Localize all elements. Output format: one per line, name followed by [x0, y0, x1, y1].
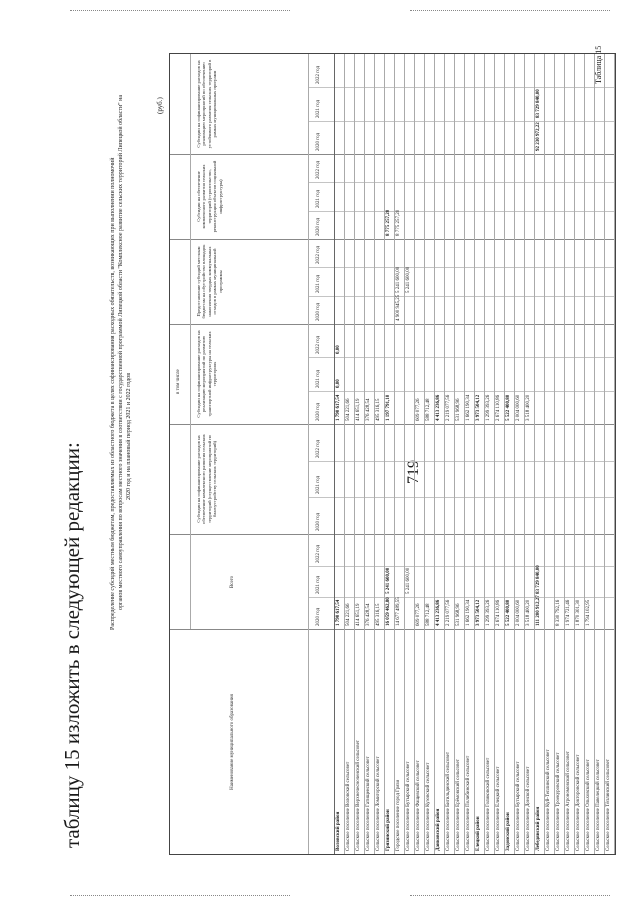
header-year: 2021 год [316, 476, 321, 495]
header-year: 2022 год [316, 544, 321, 563]
table-cell-value: 1 790 617,54 [336, 599, 341, 626]
table-row-name: Сельское поселение Кузовский сельсовет [426, 762, 431, 851]
row-separator [404, 54, 405, 854]
table-row-name: Сельское поселение Гатищенский сельсовет [366, 756, 371, 851]
table-row-name: Сельское поселение Бигильдинский сельсовет [446, 751, 451, 851]
table-cell-value: 376 428,54 [366, 398, 371, 421]
table-cell-value: 3 518 400,20 [526, 394, 531, 421]
header-year: 2022 год [316, 336, 321, 355]
row-separator [414, 54, 415, 854]
table-row-name: Сельское поселение Докторовский сельсовет [576, 754, 581, 851]
row-separator [364, 54, 365, 854]
incl-separator [190, 54, 191, 629]
table-cell-value: 5 522 400,80 [506, 394, 511, 421]
table-cell-value: 2 004 000,60 [516, 394, 521, 421]
unit-note: (руб.) [156, 97, 164, 114]
table-cell-value: 83 729 840,00 [536, 565, 541, 595]
table-cell-value: 8 330 792,16 [556, 599, 561, 626]
row-separator [584, 54, 585, 854]
header-separator [334, 54, 335, 854]
table-cell-value: 1 974 721,46 [566, 599, 571, 626]
caption-line: органов местного самоуправления по вопросам местного значения в соответствии с государственной программой Липецкой области "Комплексное развитие сельских территорий Липецкой области" на [118, 94, 124, 610]
table-cell-value: 4 413 236,86 [436, 394, 441, 421]
table-cell-value: 111 200 912,27 [536, 595, 541, 626]
header-group: Субсидии на софинансирование расходов на реализацию мероприятий по развитию транспортной инфраструктуры на сельских территориях [196, 330, 218, 418]
table-cell-value: 2 219 077,56 [446, 394, 451, 421]
appendix-note: Таблица 15 [594, 45, 603, 84]
row-separator [554, 54, 555, 854]
table-cell-value: 3 973 504,12 [476, 599, 481, 626]
table-row-name: Сельское поселение Павелецкий сельсовет [596, 759, 601, 851]
table-cell-value: 8 775 257,20 [386, 209, 391, 236]
table-cell-value: 3 973 504,12 [476, 394, 481, 421]
table-cell-value: 0,00 [336, 378, 341, 388]
table-row-name: Сельское поселение Воловский сельсовет [346, 761, 351, 851]
table-cell-value: 3 518 400,20 [526, 599, 531, 626]
row-separator [454, 54, 455, 854]
header-year: 2021 год [316, 274, 321, 293]
header-year: 2020 год [316, 512, 321, 531]
table-cell-value: 1 662 190,34 [466, 599, 471, 626]
row-separator [464, 54, 465, 854]
table-row-name: Сельское поселение Ольховский сельсовет [586, 759, 591, 851]
table-cell-value: 588 712,48 [426, 603, 431, 626]
table-cell-value: 414 651,19 [356, 603, 361, 626]
header-year: 2021 год [316, 99, 321, 118]
table-cell-value: 4 413 236,86 [436, 599, 441, 626]
row-separator [534, 54, 535, 854]
table-cell-value: 495 316,15 [376, 603, 381, 626]
column-separator [170, 239, 615, 240]
header-year: 2022 год [316, 246, 321, 265]
table-row-name: Сельское поселение Бутырский сельсовет [406, 761, 411, 851]
table-cell-value: 504 221,66 [346, 398, 351, 421]
row-separator [444, 54, 445, 854]
header-incl: в том числе [176, 369, 181, 394]
table-cell-value: 8 775 257,20 [396, 209, 401, 236]
table-cell-value: 5 522 400,80 [506, 599, 511, 626]
subsidy-table [169, 53, 616, 855]
table-cell-value: 1 790 617,54 [336, 394, 341, 421]
table-cell-value: 0,00 [336, 345, 341, 355]
row-separator [514, 54, 515, 854]
header-group: Субсидии на софинансирование расходов на обеспечение комплексного развития сельских территорий (осуществление мероприятий по благоустройству сельских территорий) [196, 434, 218, 524]
row-separator [594, 54, 595, 854]
table-row-name: Сельское поселение Голиковский сельсовет [486, 757, 491, 851]
table-cell-value: 2 219 077,56 [446, 599, 451, 626]
table-cell-value: 588 712,48 [426, 398, 431, 421]
header-group: Предоставление субсидий местным бюджетам на обустройство площадок накопления твердых коммунальных отходов в рамках муниципальной программы [196, 244, 223, 319]
table-cell-value: 5 241 600,00 [406, 568, 411, 595]
table-row-name: Сельское поселение Агрономовский сельсовет [566, 751, 571, 851]
table-cell-value: 414 651,19 [356, 398, 361, 421]
row-separator [374, 54, 375, 854]
row-separator [434, 54, 435, 854]
table-row-name: Елецкий район [476, 816, 481, 851]
caption-line: Распределение субсидий местным бюджетам, предоставляемых из областного бюджета в целях софинансирования расходных обязательств, возникающих при выполнении полномочий [110, 157, 116, 630]
table-cell-value: 495 316,15 [376, 398, 381, 421]
row-separator [504, 54, 505, 854]
header-year: 2021 год [316, 576, 321, 595]
header-name-column: Наименование муниципального образования [230, 693, 235, 790]
header-year: 2022 год [316, 161, 321, 180]
row-separator [494, 54, 495, 854]
table-row-name: Лебедянский район [536, 806, 541, 851]
table-caption [110, 94, 134, 630]
header-year: 2021 год [316, 369, 321, 388]
column-separator [170, 424, 615, 425]
table-row-name: Городское поселение город Грязи [396, 779, 401, 851]
table-cell-value: 1 299 393,26 [486, 394, 491, 421]
column-separator [170, 534, 615, 535]
column-separator [170, 324, 615, 325]
row-separator [474, 54, 475, 854]
table-cell-value: 4 900 945,25 [396, 294, 401, 321]
caption-line: 2020 год и на плановый период 2021 и 2022 годов [126, 372, 132, 500]
table-cell-value: 504 221,66 [346, 603, 351, 626]
row-separator [604, 54, 605, 854]
page-edge-dots [70, 895, 290, 896]
table-cell-value: 92 230 972,22 [536, 122, 541, 151]
row-separator [564, 54, 565, 854]
table-cell-value: 2 004 000,60 [516, 599, 521, 626]
table-cell-value: 14 677 489,55 [396, 597, 401, 626]
header-year: 2020 год [316, 607, 321, 626]
table-cell-value: 1 794 102,95 [586, 599, 591, 626]
table-row-name: Сельское поселение Бутырский сельсовет [516, 761, 521, 851]
table-row-name: Сельское поселение Тёплинский сельсовет [606, 759, 611, 851]
header-year: 2022 год [316, 66, 321, 85]
table-row-name: Задонский район [506, 812, 511, 851]
table-cell-value: 531 968,96 [456, 603, 461, 626]
page-edge-dots [410, 10, 610, 11]
row-separator [424, 54, 425, 854]
row-separator [524, 54, 525, 854]
table-cell-value: 5 241 600,00 [406, 266, 411, 293]
row-separator [344, 54, 345, 854]
table-cell-value: 376 428,54 [366, 603, 371, 626]
row-separator [614, 54, 615, 854]
table-row-name: Сельское поселение Троекуровский сельсовет [556, 752, 561, 851]
header-group: Субсидии на обеспечение комплексного развития сельских территорий (строительство, реконструкция объектов социальной инфраструктуры) [196, 160, 223, 233]
year-header-separator [308, 54, 309, 854]
row-separator [484, 54, 485, 854]
table-cell-value: 609 077,26 [416, 603, 421, 626]
table-cell-value: 1 197 791,10 [386, 394, 391, 421]
table-row-name: Сельское поселение Ломигорский сельсовет [376, 756, 381, 851]
header-group: Субсидии на софинансирование расходов на реализацию мероприятий по обеспечению устойчивого развития сельских территорий в рамках муниципальных программ [196, 59, 218, 149]
row-separator [384, 54, 385, 854]
table-row-name: Сельское поселение Ерёмовский сельсовет [456, 759, 461, 851]
table-cell-value: 2 674 110,86 [496, 394, 501, 421]
table-cell-value: 609 077,26 [416, 398, 421, 421]
header-total-column: Всего [230, 575, 235, 588]
table-cell-value: 1 870 301,30 [576, 599, 581, 626]
page-edge-dots [410, 895, 610, 896]
header-year: 2020 год [316, 302, 321, 321]
table-row-name: Сельское поселение Полибинский сельсовет [466, 755, 471, 851]
table-cell-value: 5 241 600,00 [386, 568, 391, 595]
table-row-name: Сельское поселение Куй-Теплинский сельсовет [546, 749, 551, 851]
header-year: 2020 год [316, 132, 321, 151]
header-year: 2020 год [316, 402, 321, 421]
table-row-name: Грязинский район [386, 809, 391, 851]
row-separator [574, 54, 575, 854]
table-row-name: Сельское поселение Елецкий сельсовет [496, 766, 501, 851]
row-separator [354, 54, 355, 854]
table-cell-value: 5 241 600,00 [396, 266, 401, 293]
table-row-name: Данковский район [436, 808, 441, 851]
column-separator [170, 629, 615, 630]
table-cell-value: 1 662 190,34 [466, 394, 471, 421]
table-row-name: Сельское поселение Фащевский сельсовет [416, 760, 421, 851]
table-row-name: Сельское поселение Донской сельсовет [526, 766, 531, 851]
table-cell-value: 16 059 462,80 [386, 597, 391, 626]
page-number: 719 [405, 460, 422, 484]
table-row-name: Воловский район [336, 811, 341, 851]
header-year: 2020 год [316, 217, 321, 236]
header-year: 2022 год [316, 439, 321, 458]
row-separator [544, 54, 545, 854]
column-separator [170, 154, 615, 155]
table-cell-value: 83 729 840,00 [536, 88, 541, 118]
table-cell-value: 1 299 393,26 [486, 599, 491, 626]
row-separator [394, 54, 395, 854]
table-row-name: Сельское поселение Верхнечесноченский сельсовет [356, 740, 361, 851]
table-cell-value: 531 968,96 [456, 398, 461, 421]
table-cell-value: 2 674 110,86 [496, 599, 501, 626]
page-edge-dots [70, 10, 290, 11]
header-year: 2021 год [316, 189, 321, 208]
amendment-instruction: таблицу 15 изложить в следующей редакции: [60, 442, 84, 848]
